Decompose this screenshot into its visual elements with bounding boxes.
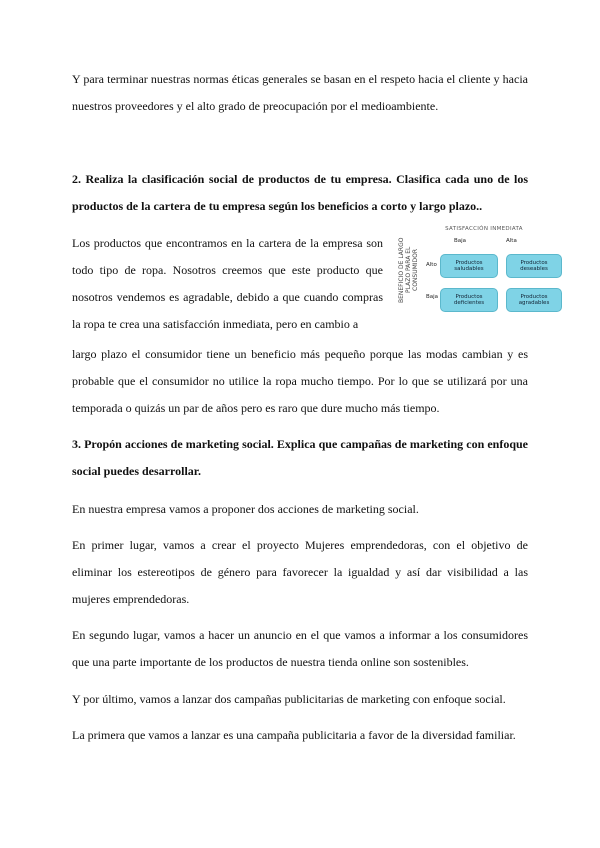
paragraph-products-continued: largo plazo el consumidor tiene un beneficio más pequeño porque las modas cambian y es probable que el consumidor no utilice la ropa mucho tiempo. Por lo que se utilizará por una temporada o quizás un par de años pero es raro que dure mucho más tiempo.	[72, 347, 528, 415]
paragraph-campaigns: Y por último, vamos a lanzar dos campañas publicitarias de marketing con enfoque social.	[72, 692, 506, 706]
paragraph-products-wrapped: Los productos que encontramos en la cartera de la empresa son todo tipo de ropa. Nosotros creemos que este producto que nosotros vendemos es agradable, debido a que cuando compras la ropa te crea una satisfacción inmediata, pero en cambio a	[72, 236, 383, 331]
paragraph-ethics: Y para terminar nuestras normas éticas generales se basan en el respeto hacia el cliente y hacia nuestros proveedores y el alto grado de preocupación por el medioambiente.	[72, 72, 528, 113]
figure-col-high: Alta	[506, 238, 517, 244]
heading-question-2: 2. Realiza la clasificación social de productos de tu empresa. Clasifica cada uno de los productos de la cartera de tu empresa según los beneficios a corto y largo plazo..	[72, 172, 528, 213]
paragraph-actions-intro: En nuestra empresa vamos a proponer dos acciones de marketing social.	[72, 502, 419, 516]
figure-box-agradables: Productos agradables	[506, 288, 562, 312]
paragraph-second-action: En segundo lugar, vamos a hacer un anuncio en el que vamos a informar a los consumidores que una parte importante de los productos de nuestra tienda online son sostenibles.	[72, 628, 528, 669]
figure-row-low: Baja	[426, 294, 439, 300]
figure-top-label: SATISFACCIÓN INMEDIATA	[445, 226, 523, 232]
figure-side-label: BENEFICIO DE LARGO PLAZO PARA EL CONSUMIDOR	[398, 237, 419, 303]
figure-box-deseables: Productos deseables	[506, 254, 562, 278]
figure-col-low: Baja	[454, 238, 467, 244]
heading-question-3: 3. Propón acciones de marketing social. Explica que campañas de marketing con enfoque social puedes desarrollar.	[72, 437, 528, 478]
figure-box-deficientes: Productos deficientes	[440, 288, 498, 312]
paragraph-first-campaign: La primera que vamos a lanzar es una campaña publicitaria a favor de la diversidad familiar.	[72, 728, 516, 742]
social-classification-figure	[398, 226, 550, 320]
paragraph-first-action: En primer lugar, vamos a crear el proyecto Mujeres emprendedoras, con el objetivo de eliminar los estereotipos de género para favorecer la igualdad y así dar visibilidad a las mujeres emprendedoras.	[72, 538, 528, 606]
figure-row-high: Alto	[426, 262, 437, 268]
figure-box-saludables: Productos saludables	[440, 254, 498, 278]
